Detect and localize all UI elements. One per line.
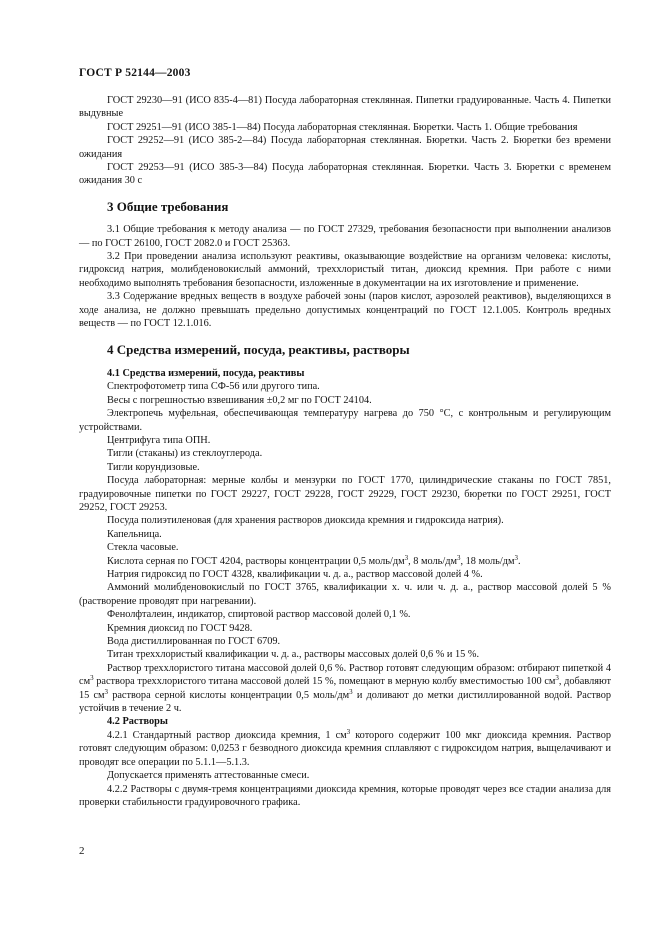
equipment-item: Спектрофотометр типа СФ-56 или другого типа. [107,381,320,393]
subsection-4-1-heading: 4.1 Средства измерений, посуда, реактивы [107,367,305,379]
reagent-item: Кремния диоксид по ГОСТ 9428. [107,622,253,634]
paragraph-4-2-2: 4.2.2 Растворы с двумя-тремя концентрациями диоксида кремния, которые проводят через все стадии анализа для проверки стабильности градуировочного графика. [79,783,611,808]
equipment-item: Посуда лабораторная: мерные колбы и мензурки по ГОСТ 1770, цилиндрические стаканы по ГОСТ 7851, градуировочные пипетки по ГОСТ 29227, ГОСТ 29228, ГОСТ 29229, ГОСТ 29230, бюретки по ГОСТ 29251, ГОСТ 29252, ГОСТ 29253. [79,475,611,513]
equipment-item: Капельница. [107,528,162,540]
equipment-item: Центрифуга типа ОПН. [107,434,211,446]
section-4-heading: 4 Средства измерений, посуда, реактивы, растворы [107,341,410,357]
equipment-item: Посуда полиэтиленовая (для хранения растворов диоксида кремния и гидроксида натрия). [107,515,504,527]
subsection-4-2-heading: 4.2 Растворы [107,716,168,728]
reagent-item: Аммоний молибденовокислый по ГОСТ 3765, квалификации х. ч. или ч. д. а., раствор массовой долей 5 % (растворение проводят при нагревании). [79,582,611,607]
equipment-item: Тигли (стаканы) из стеклоуглерода. [107,448,263,460]
paragraph-4-2-1: 4.2.1 Стандартный раствор диоксида кремния, 1 $см^3$ которого содержит 100 мкг диоксида кремния. Раствор готовят следующим образом: 0,0253 г безводного диоксида кремния сплавляют с гидроксидом натрия, выщелачивают и проводят все операции по 5.1.1—5.1.3. [79,727,612,768]
titanium-solution-paragraph: Раствор треххлористого титана массовой долей 0,6 %. Раствор готовят следующим образом: отбирают пипеткой 4 $см^3$ раствора треххлористого титана массовой долей 15 %, помещают в мерную колбу вместимостью 100 $см^3$, добавляют 15 $см^3$ раствора серной кислоты концентрации 0,5 моль/$дм^3$ и доливают до метки дистиллированной водой. Раствор устойчив в течение 2 ч. [79,662,611,715]
reagent-item: Титан треххлористый квалификации ч. д. а., растворы массовых долей 0,6 % и 15 %. [107,649,480,661]
ref-item: ГОСТ 29230—91 (ИСО 835-4—81) Посуда лабораторная стеклянная. Пипетки градуированные. Часть 4. Пипетки выдувные [79,95,611,120]
ref-item: ГОСТ 29251—91 (ИСО 385-1—84) Посуда лабораторная стеклянная. Бюретки. Часть 1. Общие требования [107,121,578,133]
reagent-item: Вода дистиллированная по ГОСТ 6709. [107,636,281,648]
running-header: ГОСТ Р 52144—2003 [79,67,191,79]
paragraph-3-1: 3.1 Общие требования к методу анализа — по ГОСТ 27329, требования безопасности при выполнении анализов — по ГОСТ 26100, ГОСТ 2082.0 и ГОСТ 25363. [79,224,611,249]
section-3-heading: 3 Общие требования [107,198,229,214]
reagent-item: Фенолфталеин, индикатор, спиртовой раствор массовой долей 0,1 %. [107,609,411,621]
paragraph-3-2: 3.2 При проведении анализа используют реактивы, оказывающие воздействие на организм человека: кислоты, гидроксид натрия, молибденовокислый аммоний, треххлористый титан, диоксид кремния. При работе с ними необходимо выполнять требования безопасности, изложенные в документации на их изготовление и применение. [79,251,611,289]
equipment-item: Стекла часовые. [107,542,179,554]
sulfuric-acid-item: Кислота серная по ГОСТ 4204, растворы концентрации 0,5 моль/$дм^3$, 8 моль/$дм^3$, 18 моль/$дм^3$. [107,553,521,567]
equipment-item: Тигли корундизовые. [107,461,200,473]
ref-item: ГОСТ 29252—91 (ИСО 385-2—84) Посуда лабораторная стеклянная. Бюретки. Часть 2. Бюретки без времени ожидания [79,135,611,160]
reagent-item: Натрия гидроксид по ГОСТ 4328, квалификации ч. д. а., раствор массовой долей 4 %. [107,569,483,580]
page-number: 2 [79,845,85,857]
equipment-item: Весы с погрешностью взвешивания ±0,2 мг по ГОСТ 24104. [107,394,372,406]
ref-item: ГОСТ 29253—91 (ИСО 385-3—84) Посуда лабораторная стеклянная. Бюретки. Часть 3. Бюретки с временем ожидания 30 с [79,162,611,187]
paragraph-4-2-1-note: Допускается применять аттестованные смеси. [107,770,310,782]
page-body [79,94,611,809]
paragraph-3-3: 3.3 Содержание вредных веществ в воздухе рабочей зоны (паров кислот, аэрозолей реактивов), выделяющихся в ходе анализа, не должно превышать предельно допустимых концентраций по ГОСТ 12.1.005. Контроль вредных веществ — по ГОСТ 12.1.016. [79,291,611,330]
equipment-item: Электропечь муфельная, обеспечивающая температуру нагрева до 750 °С, с контрольным и регулирующим устройствами. [79,408,611,433]
